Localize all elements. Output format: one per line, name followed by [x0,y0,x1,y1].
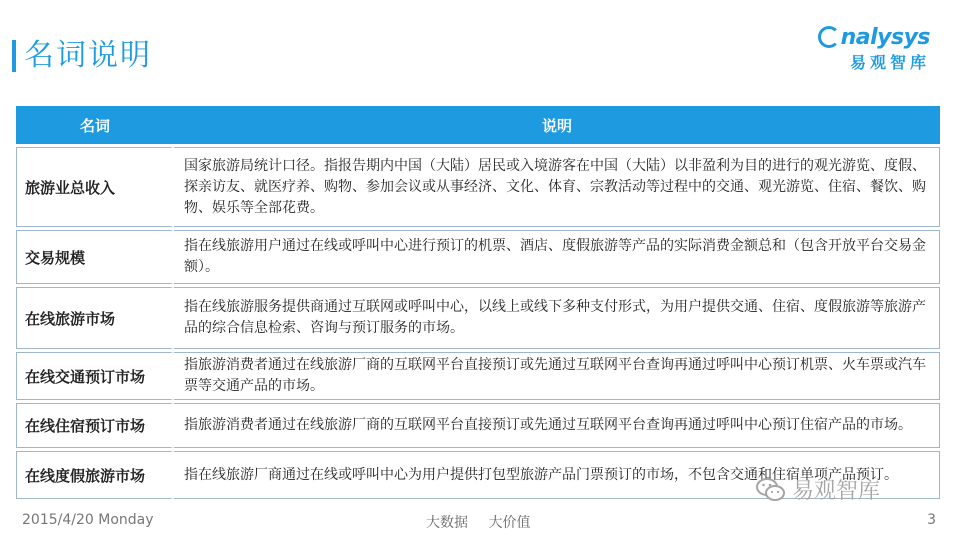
term-cell: 在线旅游市场 [16,287,174,349]
logo-wordmark: nalysys [790,24,930,52]
analysys-logo [790,24,930,84]
description-cell: 指旅游消费者通过在线旅游厂商的互联网平台直接预订或先通过互联网平台查询再通过呼叫中心预订机票、火车票或汽车票等交通产品的市场。 [174,352,940,400]
table-row [16,230,940,284]
table-header-row [16,106,940,144]
table-row [16,403,940,448]
term-cell: 旅游业总收入 [16,147,174,227]
table-row [16,147,940,227]
wechat-icon [756,477,786,503]
footer-date: 2015/4/20 Monday [22,512,154,528]
glossary-table [16,103,940,502]
page-number: 3 [927,512,936,528]
table-row [16,352,940,400]
page-title: 名词说明 [24,38,152,73]
logo-chinese-name: 易观智库 [849,53,930,72]
description-cell: 指在线旅游用户通过在线或呼叫中心进行预订的机票、酒店、度假旅游等产品的实际消费金额总和（包含开放平台交易金额）。 [174,230,940,284]
description-cell: 指在线旅游服务提供商通过互联网或呼叫中心，以线上或线下多种支付形式，为用户提供交通、住宿、度假旅游等旅游产品的综合信息检索、咨询与预订服务的市场。 [174,287,940,349]
description-cell: 指在线旅游厂商通过在线或呼叫中心为用户提供打包型旅游产品门票预订的市场，不包含交通和住宿单项产品预订。 [174,451,940,499]
title-accent-bar [12,40,16,72]
term-cell: 在线交通预订市场 [16,352,174,400]
table-row [16,287,940,349]
footer-slogan: 大数据 大价值 [426,515,531,531]
description-cell: 指旅游消费者通过在线旅游厂商的互联网平台直接预订或先通过互联网平台查询再通过呼叫中心预订住宿产品的市场。 [174,403,940,448]
wechat-watermark [756,474,880,505]
logo-swoosh-icon [818,26,840,48]
column-header-term: 名词 [16,106,174,144]
column-header-description: 说明 [174,106,940,144]
watermark-text: 易观智库 [792,479,881,504]
term-cell: 在线度假旅游市场 [16,451,174,499]
term-cell: 在线住宿预订市场 [16,403,174,448]
term-cell: 交易规模 [16,230,174,284]
description-cell: 国家旅游局统计口径。指报告期内中国（大陆）居民或入境游客在中国（大陆）以非盈利为目的进行的观光游览、度假、探亲访友、就医疗养、购物、参加会议或从事经济、文化、体育、宗教活动等过程中的交通、观光游览、住宿、餐饮、购物、娱乐等全部花费。 [174,147,940,227]
